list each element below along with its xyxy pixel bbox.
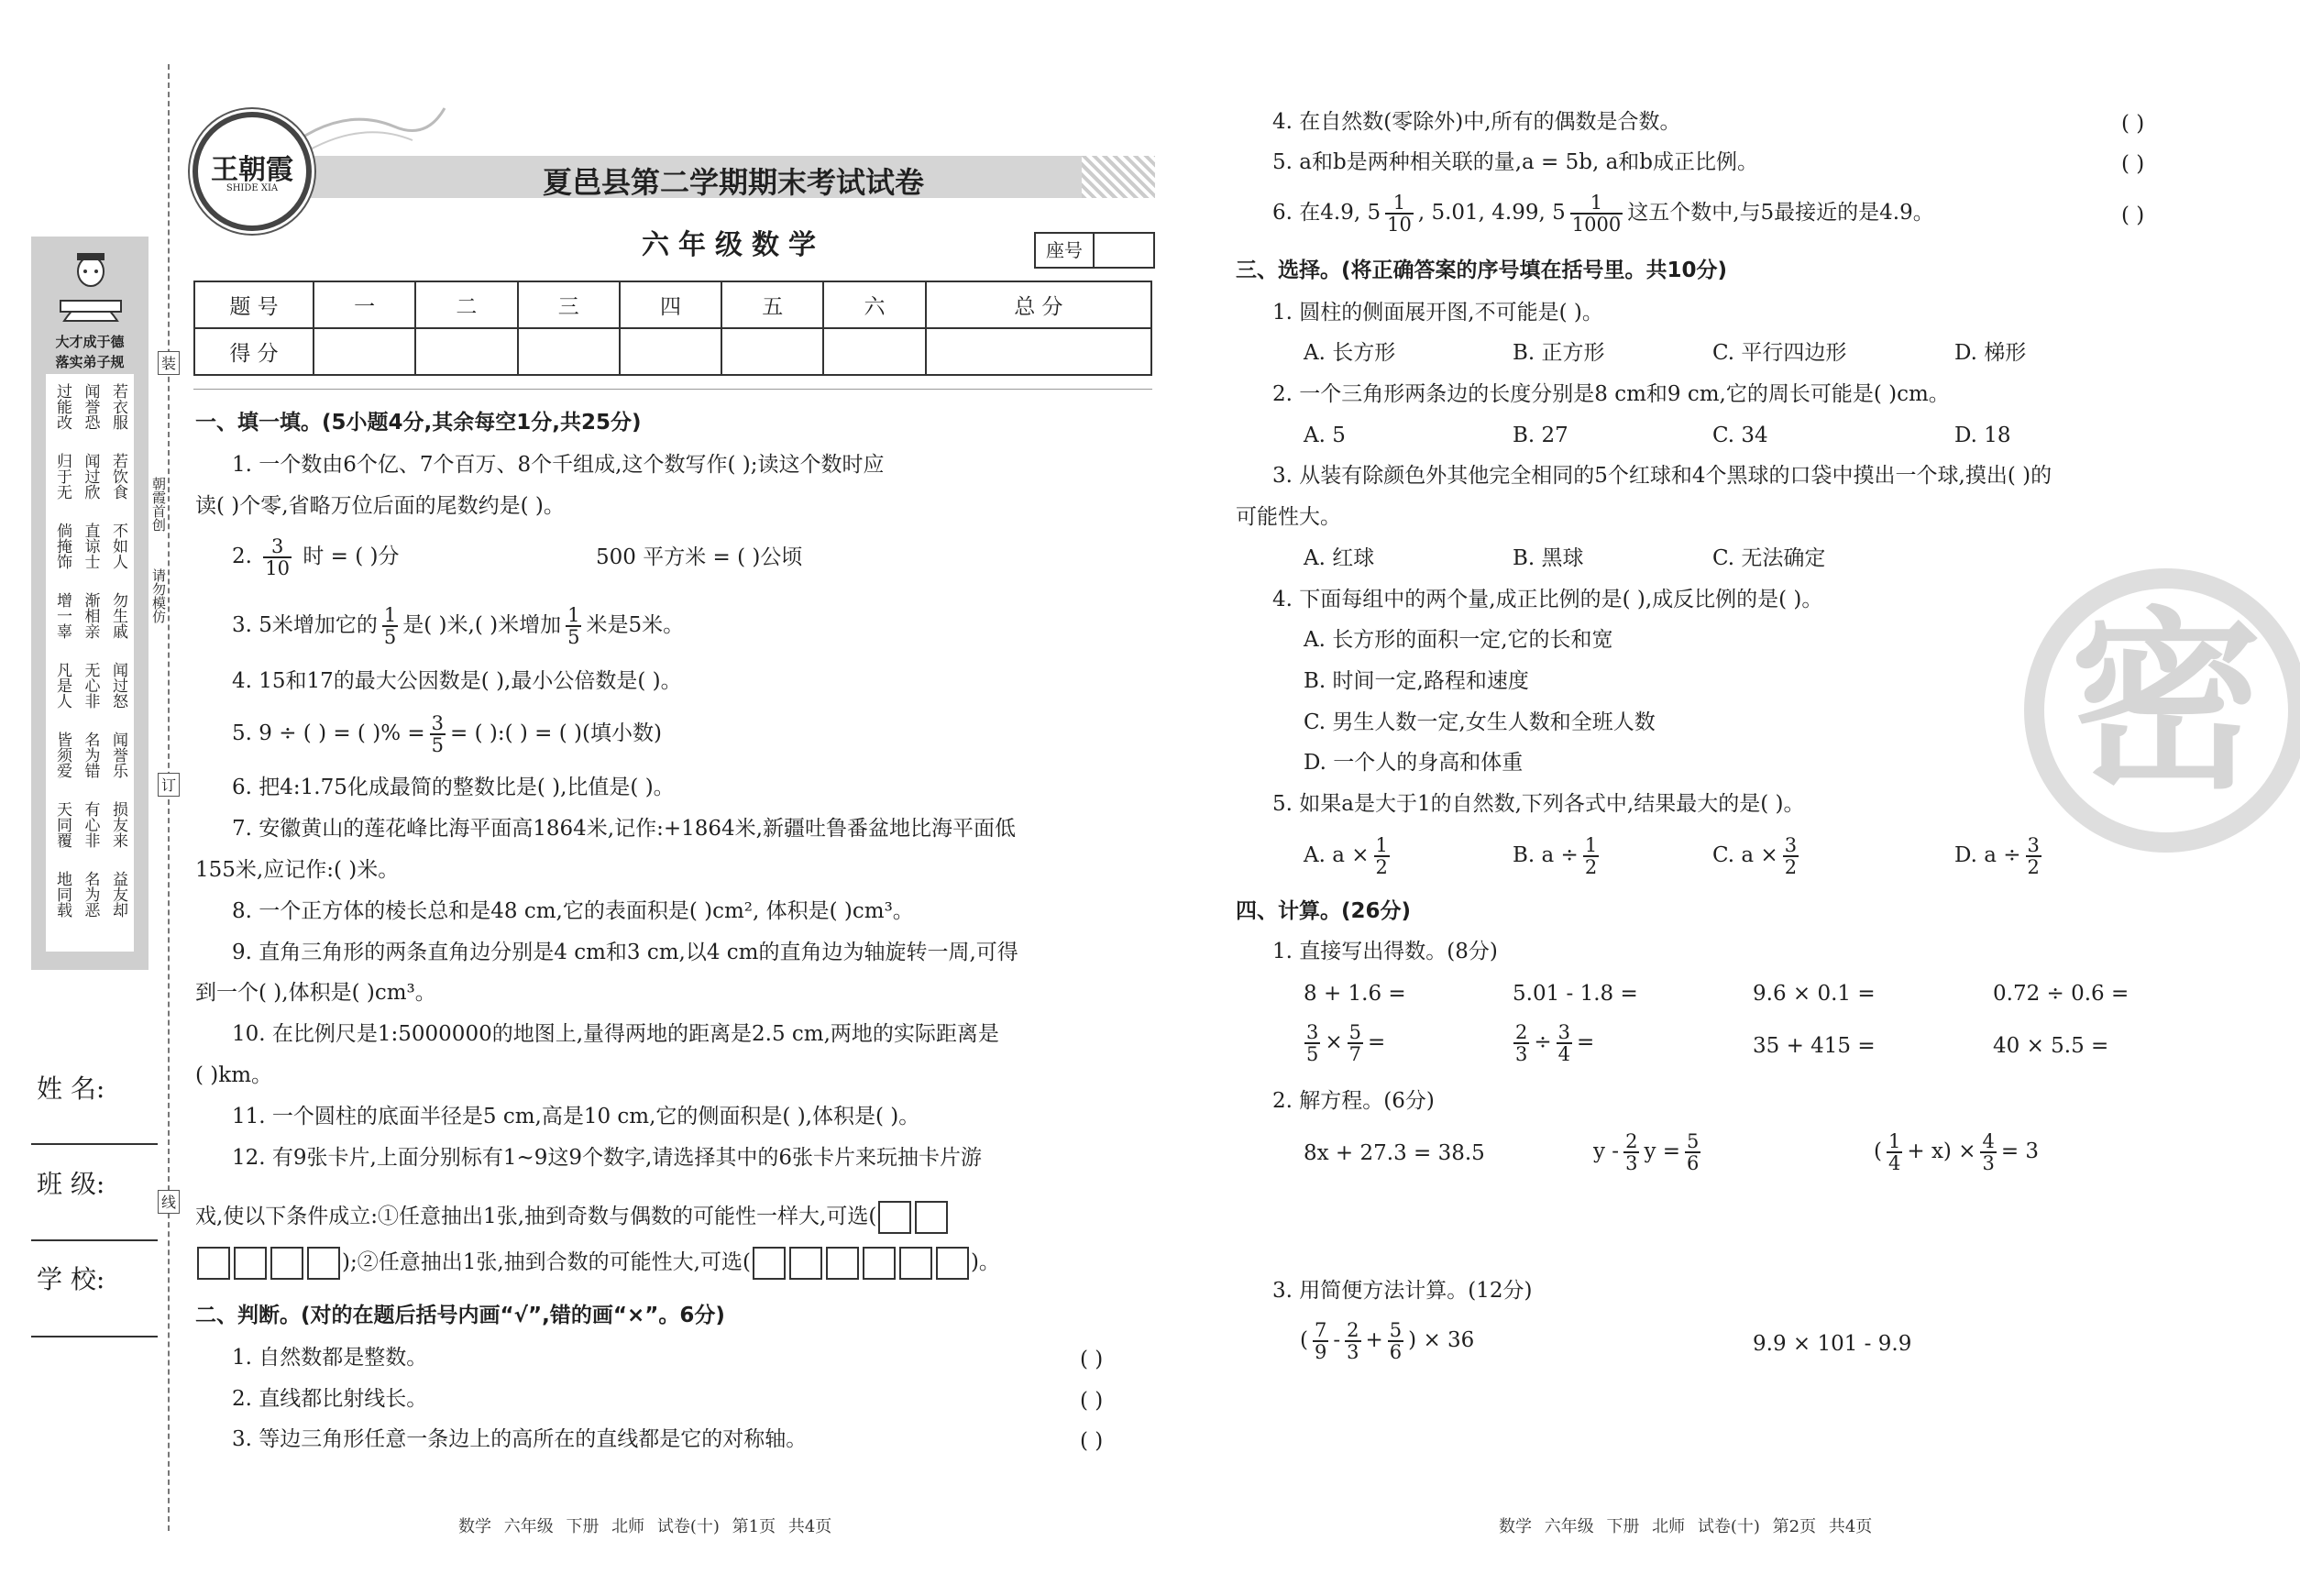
frac-den: 2 (1584, 856, 1598, 879)
s4-p1-r2-1 (1300, 1022, 1385, 1064)
fraction (1388, 1320, 1403, 1362)
op: × (1325, 1030, 1343, 1055)
s1-q12-line3 (195, 1247, 1000, 1280)
answer-box[interactable] (863, 1247, 896, 1280)
answer-box[interactable] (899, 1247, 932, 1280)
s1-q5 (232, 713, 662, 755)
proverb-col: 闻誉恐 (81, 383, 100, 430)
s1-q1-line2: 读( )个零,省略万位后面的尾数约是( )。 (195, 494, 565, 518)
answer-box[interactable] (826, 1247, 859, 1280)
op: ÷ (1534, 1030, 1552, 1055)
frac-den: 9 (1314, 1341, 1327, 1364)
s4-p3-e2: 9.9 × 101 - 9.9 (1753, 1332, 1912, 1356)
eq-mid: + x) × (1907, 1139, 1976, 1164)
section4-heading: 四、计算。(26分) (1236, 899, 1412, 923)
frac-num: 3 (2027, 834, 2040, 856)
frac-den: 2 (1784, 856, 1798, 879)
frac-num: 2 (1625, 1130, 1638, 1152)
eq-pre: ( (1874, 1139, 1882, 1164)
score-cell[interactable] (926, 328, 1151, 375)
s4-p2-e3 (1874, 1131, 2039, 1173)
s2-answer-paren[interactable]: ( ) (2121, 204, 2145, 227)
s3-q4-opt-c[interactable]: C. 男生人数一定,女生人数和全班人数 (1304, 710, 1656, 734)
answer-box[interactable] (936, 1247, 969, 1280)
fraction (430, 713, 446, 755)
s3-q2: 2. 一个三角形两条边的长度分别是8 cm和9 cm,它的周长可能是( )cm。 (1272, 382, 1950, 406)
s3-q4-opt-d[interactable]: D. 一个人的身高和体重 (1304, 751, 1524, 775)
s2-answer-paren[interactable]: ( ) (1080, 1429, 1104, 1453)
proverb-col: 勿生戚 (109, 592, 127, 639)
s1-q10-line1: 10. 在比例尺是1:5000000的地图上,量得两地的距离是2.5 cm,两地的实际距离是 (232, 1022, 999, 1046)
s2-item-5: 5. a和b是两种相关联的量,a = 5b, a和b成正比例。 (1272, 150, 1759, 174)
op: - (1333, 1328, 1341, 1353)
exam-subject: 六年级数学 (642, 229, 825, 261)
secret-watermark-seal (2024, 568, 2300, 853)
class-field-label: 班 级: (37, 1169, 105, 1199)
section1-heading: 一、填一填。(5小题4分,其余每空1分,共25分) (195, 411, 642, 435)
s1-q1-line1: 1. 一个数由6个亿、7个百万、8个千组成,这个数写作( );读这个数时应 (232, 453, 885, 477)
s2-q6-b: , 5.01, 4.99, 5 (1417, 201, 1566, 226)
proverb-col: 无心非 (81, 662, 100, 709)
fraction (1583, 835, 1599, 877)
frac-den: 5 (567, 626, 580, 649)
page-footer-right: 数学 六年级 下册 北师 试卷(十) 第2页 共4页 (1499, 1517, 1873, 1536)
frac-num: 5 (1348, 1021, 1362, 1043)
seal-notice-line-2: 请勿模仿 (150, 568, 167, 623)
frac-den: 3 (1625, 1152, 1638, 1175)
frac-den: 2 (1375, 856, 1388, 879)
s3-q5-opt-a[interactable] (1304, 835, 1394, 877)
eq-post: ) × 36 (1408, 1328, 1475, 1353)
proverb-col: 直谅士 (81, 523, 100, 569)
s1-q8: 8. 一个正方体的棱长总和是48 cm,它的表面积是( )cm², 体积是( )cm³。 (232, 899, 914, 923)
proverb-col: 过能改 (53, 383, 72, 430)
s1-q6: 6. 把4:1.75化成最简的整数比是( ),比值是( )。 (232, 776, 675, 799)
s1-q12-text: 戏,使以下条件成立:①任意抽出1张,抽到奇数与偶数的可能性一样大,可选( (195, 1205, 877, 1228)
s4-p1-r1-4: 0.72 ÷ 0.6 = (1993, 982, 2129, 1006)
s3-q1-opt-c[interactable]: C. 平行四边形 (1712, 341, 1847, 365)
s3-q3-opt-a[interactable]: A. 红球 (1304, 546, 1375, 570)
opt-prefix: D. a ÷ (1954, 843, 2021, 868)
score-cell[interactable] (518, 328, 620, 375)
frac-den: 2 (2027, 856, 2040, 879)
frac-num: 1 (1887, 1130, 1901, 1152)
score-cell[interactable] (823, 328, 925, 375)
score-cell[interactable] (721, 328, 823, 375)
opt-prefix: B. a ÷ (1513, 843, 1579, 868)
score-row-header: 题 号 (194, 281, 314, 328)
proverb-col: 益友却 (109, 871, 127, 918)
s4-p1-r2-2 (1509, 1022, 1594, 1064)
s1-q10-line2: ( )km。 (195, 1063, 273, 1087)
page-footer-left: 数学 六年级 下册 北师 试卷(十) 第1页 共4页 (458, 1517, 832, 1536)
answer-box[interactable] (197, 1247, 230, 1280)
fraction (1513, 1022, 1529, 1064)
fraction (1374, 835, 1390, 877)
fraction (1887, 1131, 1902, 1173)
s2-answer-paren[interactable]: ( ) (1080, 1389, 1104, 1413)
frac-num: 2 (1347, 1319, 1359, 1341)
answer-box[interactable] (270, 1247, 303, 1280)
proverb-col: 闻过欣 (81, 453, 100, 500)
frac-den: 10 (1387, 214, 1412, 237)
seat-number-label: 座号 (1036, 234, 1095, 267)
equals: = (1368, 1030, 1386, 1055)
fraction (1304, 1022, 1320, 1064)
s3-q4-opt-a[interactable]: A. 长方形的面积一定,它的长和宽 (1304, 628, 1613, 652)
answer-box[interactable] (878, 1201, 911, 1234)
score-col-header: 一 (314, 281, 415, 328)
frac-den: 3 (1347, 1341, 1359, 1364)
s2-item-4: 4. 在自然数(零除外)中,所有的偶数是合数。 (1272, 110, 1681, 134)
school-field-line[interactable] (31, 1336, 158, 1337)
score-col-header: 二 (415, 281, 517, 328)
fraction (1348, 1022, 1363, 1064)
score-col-header: 三 (518, 281, 620, 328)
name-field-label: 姓 名: (37, 1073, 105, 1104)
s1-q12-line2 (195, 1201, 950, 1234)
s2-item-2: 2. 直线都比射线长。 (232, 1387, 428, 1411)
fraction (1685, 1131, 1700, 1173)
answer-box[interactable] (307, 1247, 340, 1280)
proverb-col: 名为错 (81, 732, 100, 778)
frac-den: 3 (1515, 1043, 1528, 1066)
frac-den: 7 (1348, 1043, 1362, 1066)
logo-emblem (193, 112, 312, 231)
sidebar-slogan (31, 332, 149, 372)
proverb-col: 凡是人 (53, 662, 72, 709)
proverb-col: 名为恶 (81, 871, 100, 918)
s1-q12-line1: 12. 有9张卡片,上面分别标有1~9这9个数字,请选择其中的6张卡片来玩抽卡片游 (232, 1146, 982, 1170)
answer-box[interactable] (789, 1247, 822, 1280)
s4-p1-r2-4: 40 × 5.5 = (1993, 1034, 2109, 1058)
proverb-col: 有心非 (81, 801, 100, 848)
class-field-line[interactable] (31, 1239, 158, 1241)
score-col-header: 五 (721, 281, 823, 328)
proverb-col: 闻过怒 (109, 662, 127, 709)
s3-q2-opt-d[interactable]: D. 18 (1954, 424, 2011, 447)
score-col-header: 六 (823, 281, 925, 328)
opt-prefix: A. a × (1304, 843, 1370, 868)
s2-item-6 (1272, 193, 1934, 235)
s2-item-3: 3. 等边三角形任意一条边上的高所在的直线都是它的对称轴。 (232, 1427, 808, 1451)
fraction (566, 605, 581, 647)
s1-q11: 11. 一个圆柱的底面半径是5 cm,高是10 cm,它的侧面积是( ),体积是( )。 (232, 1105, 920, 1128)
slogan-line-2: 落实弟子规 (55, 354, 125, 370)
proverb-col: 增一辜 (53, 592, 72, 639)
score-cell[interactable] (314, 328, 415, 375)
s1-q2 (232, 536, 399, 578)
bind-mark-3: 线 (158, 1190, 180, 1214)
proverb-card (46, 374, 134, 952)
frac-num: 1 (1385, 193, 1414, 215)
score-table-score-row (194, 328, 1151, 375)
s4-p1-r1-1: 8 + 1.6 = (1304, 982, 1406, 1006)
answer-box[interactable] (915, 1201, 948, 1234)
score-col-header: 四 (620, 281, 721, 328)
s3-q1-opt-d[interactable]: D. 梯形 (1954, 341, 2027, 365)
proverb-row (51, 662, 130, 732)
op: + (1365, 1328, 1383, 1353)
frac-num: 1 (567, 604, 580, 626)
s1-q2-part-b: 500 平方米 = ( )公顷 (596, 545, 803, 569)
s3-q2-opt-a[interactable]: A. 5 (1304, 424, 1346, 447)
proverb-group (51, 383, 130, 941)
logo-text: 王朝霞 (211, 154, 293, 186)
s1-q9-line2: 到一个( ),体积是( )cm³。 (195, 981, 436, 1005)
frac-num: 1 (383, 604, 397, 626)
frac-num: 2 (1515, 1021, 1528, 1043)
seal-notice-2 (149, 568, 166, 623)
frac-den: 1000 (1571, 214, 1622, 237)
header-divider (193, 389, 1152, 390)
seal-notice (149, 477, 166, 532)
proverb-row (51, 523, 130, 592)
frac-num: 3 (1557, 1021, 1571, 1043)
proverb-row (51, 732, 130, 801)
s1-q12-end: )。 (970, 1250, 1000, 1274)
s4-p1-r2-3: 35 + 415 = (1753, 1034, 1876, 1058)
logo-subtext: SHIDE XIA (226, 183, 279, 193)
proverb-col: 倘掩饰 (53, 523, 72, 569)
s1-q7-line1: 7. 安徽黄山的莲花峰比海平面高1864米,记作:+1864米,新疆吐鲁番盆地比海平面低 (232, 817, 1016, 841)
frac-num: 3 (1784, 834, 1798, 856)
s1-q3-c: 米是5米。 (586, 613, 685, 638)
opt-prefix: C. a × (1712, 843, 1778, 868)
frac-num: 1 (1375, 834, 1388, 856)
frac-den: 6 (1389, 1341, 1403, 1364)
score-table-header-row (194, 281, 1151, 328)
exam-title: 夏邑县第二学期期末考试试卷 (542, 165, 924, 200)
s3-q5-opt-d[interactable] (1954, 835, 2046, 877)
s4-p1-r1-2: 5.01 - 1.8 = (1513, 982, 1638, 1006)
s3-q2-opt-b[interactable]: B. 27 (1513, 424, 1568, 447)
fraction (1783, 835, 1799, 877)
s3-q2-opt-c[interactable]: C. 34 (1712, 424, 1768, 447)
s4-p1-r1-3: 9.6 × 0.1 = (1753, 982, 1876, 1006)
proverb-col: 皆须爱 (53, 732, 72, 778)
frac-den: 5 (383, 626, 397, 649)
frac-num: 3 (431, 712, 445, 734)
slogan-line-1: 大才成于德 (55, 334, 125, 350)
s3-q4: 4. 下面每组中的两个量,成正比例的是( ),成反比例的是( )。 (1272, 588, 1823, 611)
s2-item-1: 1. 自然数都是整数。 (232, 1346, 428, 1370)
fraction (263, 536, 292, 578)
score-table (193, 281, 1152, 376)
fraction (1313, 1320, 1328, 1362)
s1-q2-part-a: 时 = ( )分 (303, 545, 400, 569)
fraction (1570, 193, 1623, 235)
proverb-col: 不如人 (109, 523, 127, 569)
s2-q6-a: 6. 在4.9, 5 (1272, 201, 1381, 226)
s4-p2-e2 (1593, 1131, 1705, 1173)
s3-q3-opt-c[interactable]: C. 无法确定 (1712, 546, 1826, 570)
proverb-col: 闻誉乐 (109, 732, 127, 778)
frac-num: 1 (1584, 834, 1598, 856)
s3-q4-opt-b[interactable]: B. 时间一定,路程和速度 (1304, 669, 1529, 693)
score-cell[interactable] (415, 328, 517, 375)
frac-den: 10 (265, 557, 290, 580)
fraction (1345, 1320, 1360, 1362)
bind-mark-1: 装 (158, 351, 180, 375)
s3-q1-opt-b[interactable]: B. 正方形 (1513, 341, 1605, 365)
s4-p2-e1: 8x + 27.3 = 38.5 (1304, 1141, 1485, 1165)
frac-num: 5 (1389, 1319, 1403, 1341)
proverb-col: 天同覆 (53, 801, 72, 848)
fraction (1557, 1022, 1572, 1064)
s1-q3-b: 是( )米,( )米增加 (402, 613, 562, 638)
s1-q5-a: 5. 9 ÷ ( ) = ( )% = (232, 721, 425, 746)
eq-pre: y - (1593, 1139, 1620, 1164)
proverb-row (51, 801, 130, 871)
section2-heading: 二、判断。(对的在题后括号内画“√”,错的画“×”。6分) (195, 1304, 725, 1327)
frac-den: 5 (431, 734, 445, 757)
proverb-col: 渐相亲 (81, 592, 100, 639)
s1-q7-line2: 155米,应记作:( )米。 (195, 858, 400, 882)
score-col-header: 总 分 (926, 281, 1151, 328)
eq-pre: ( (1300, 1328, 1308, 1353)
s4-part2: 2. 解方程。(6分) (1272, 1089, 1435, 1113)
proverb-row (51, 453, 130, 523)
proverb-col: 损友来 (109, 801, 127, 848)
frac-num: 5 (1687, 1130, 1700, 1152)
s4-part3: 3. 用简便方法计算。(12分) (1272, 1279, 1533, 1303)
score-cell[interactable] (620, 328, 721, 375)
binding-line (168, 64, 170, 1531)
proverb-col: 地同载 (53, 871, 72, 918)
s1-q12-mid: );②任意抽出1张,抽到合数的可能性大,可选( (342, 1250, 751, 1274)
s3-q3-opt-b[interactable]: B. 黑球 (1513, 546, 1584, 570)
s3-q3-line2: 可能性大。 (1236, 505, 1341, 529)
proverb-row (51, 871, 130, 941)
frac-den: 4 (1887, 1152, 1901, 1175)
frac-num: 3 (1306, 1021, 1319, 1043)
name-field-line[interactable] (31, 1143, 158, 1145)
fraction (1623, 1131, 1639, 1173)
proverb-col: 若饮食 (109, 453, 127, 500)
section3-heading: 三、选择。(将正确答案的序号填在括号里。共10分) (1236, 259, 1728, 282)
score-row-header: 得 分 (194, 328, 314, 375)
scholar-figure-icon (55, 248, 127, 326)
proverb-row (51, 383, 130, 453)
equals: = (1577, 1030, 1595, 1055)
s1-q9-line1: 9. 直角三角形的两条直角边分别是4 cm和3 cm,以4 cm的直角边为轴旋转一周,可得 (232, 941, 1018, 964)
s3-q3-line1: 3. 从装有除颜色外其他完全相同的5个红球和4个黑球的口袋中摸出一个球,摸出( )的 (1272, 464, 2052, 488)
s2-answer-paren[interactable]: ( ) (2121, 112, 2145, 136)
s4-p3-e1 (1300, 1320, 1474, 1362)
seat-number-box[interactable] (1034, 232, 1155, 269)
s1-q4: 4. 15和17的最大公因数是( ),最小公倍数是( )。 (232, 669, 682, 693)
title-bar-pattern (1082, 156, 1155, 198)
sidebar-panel (31, 237, 149, 970)
answer-box[interactable] (753, 1247, 786, 1280)
bind-mark-2: 订 (158, 773, 180, 797)
eq-post: = 3 (2000, 1139, 2040, 1164)
s3-q5: 5. 如果a是大于1的自然数,下列各式中,结果最大的是( )。 (1272, 792, 1805, 816)
fraction (382, 605, 398, 647)
frac-den: 6 (1687, 1152, 1700, 1175)
frac-den: 3 (1982, 1152, 1995, 1175)
frac-den: 4 (1557, 1043, 1571, 1066)
s1-q3 (232, 605, 684, 647)
answer-box[interactable] (234, 1247, 267, 1280)
s3-q5-opt-c[interactable] (1712, 835, 1803, 877)
fraction (2026, 835, 2041, 877)
fraction (1980, 1131, 1996, 1173)
proverb-col: 若衣服 (109, 383, 127, 430)
s3-q1-opt-a[interactable]: A. 长方形 (1304, 341, 1396, 365)
watermark-glyph: 密 (2069, 590, 2262, 815)
frac-den: 5 (1306, 1043, 1319, 1066)
s1-q5-b: = ( ):( ) = ( )(填小数) (450, 721, 662, 746)
proverb-col: 归于无 (53, 453, 72, 500)
frac-num: 4 (1982, 1130, 1995, 1152)
eq-mid: y = (1644, 1139, 1681, 1164)
s2-answer-paren[interactable]: ( ) (2121, 152, 2145, 176)
s3-q1: 1. 圆柱的侧面展开图,不可能是( )。 (1272, 301, 1603, 325)
s2-q6-c: 这五个数中,与5最接近的是4.9。 (1627, 201, 1934, 226)
fraction (1385, 193, 1414, 235)
s2-answer-paren[interactable]: ( ) (1080, 1348, 1104, 1371)
frac-num: 3 (263, 536, 292, 558)
seal-notice-line-1: 朝霞首创 (150, 477, 167, 532)
s1-q3-a: 3. 5米增加它的 (232, 613, 378, 638)
proverb-row (51, 592, 130, 662)
school-field-label: 学 校: (37, 1264, 105, 1294)
s3-q5-opt-b[interactable] (1513, 835, 1603, 877)
s1-q2-num: 2. (232, 545, 252, 569)
s4-part1: 1. 直接写出得数。(8分) (1272, 940, 1498, 963)
frac-num: 7 (1314, 1319, 1327, 1341)
frac-num: 1 (1570, 193, 1623, 215)
